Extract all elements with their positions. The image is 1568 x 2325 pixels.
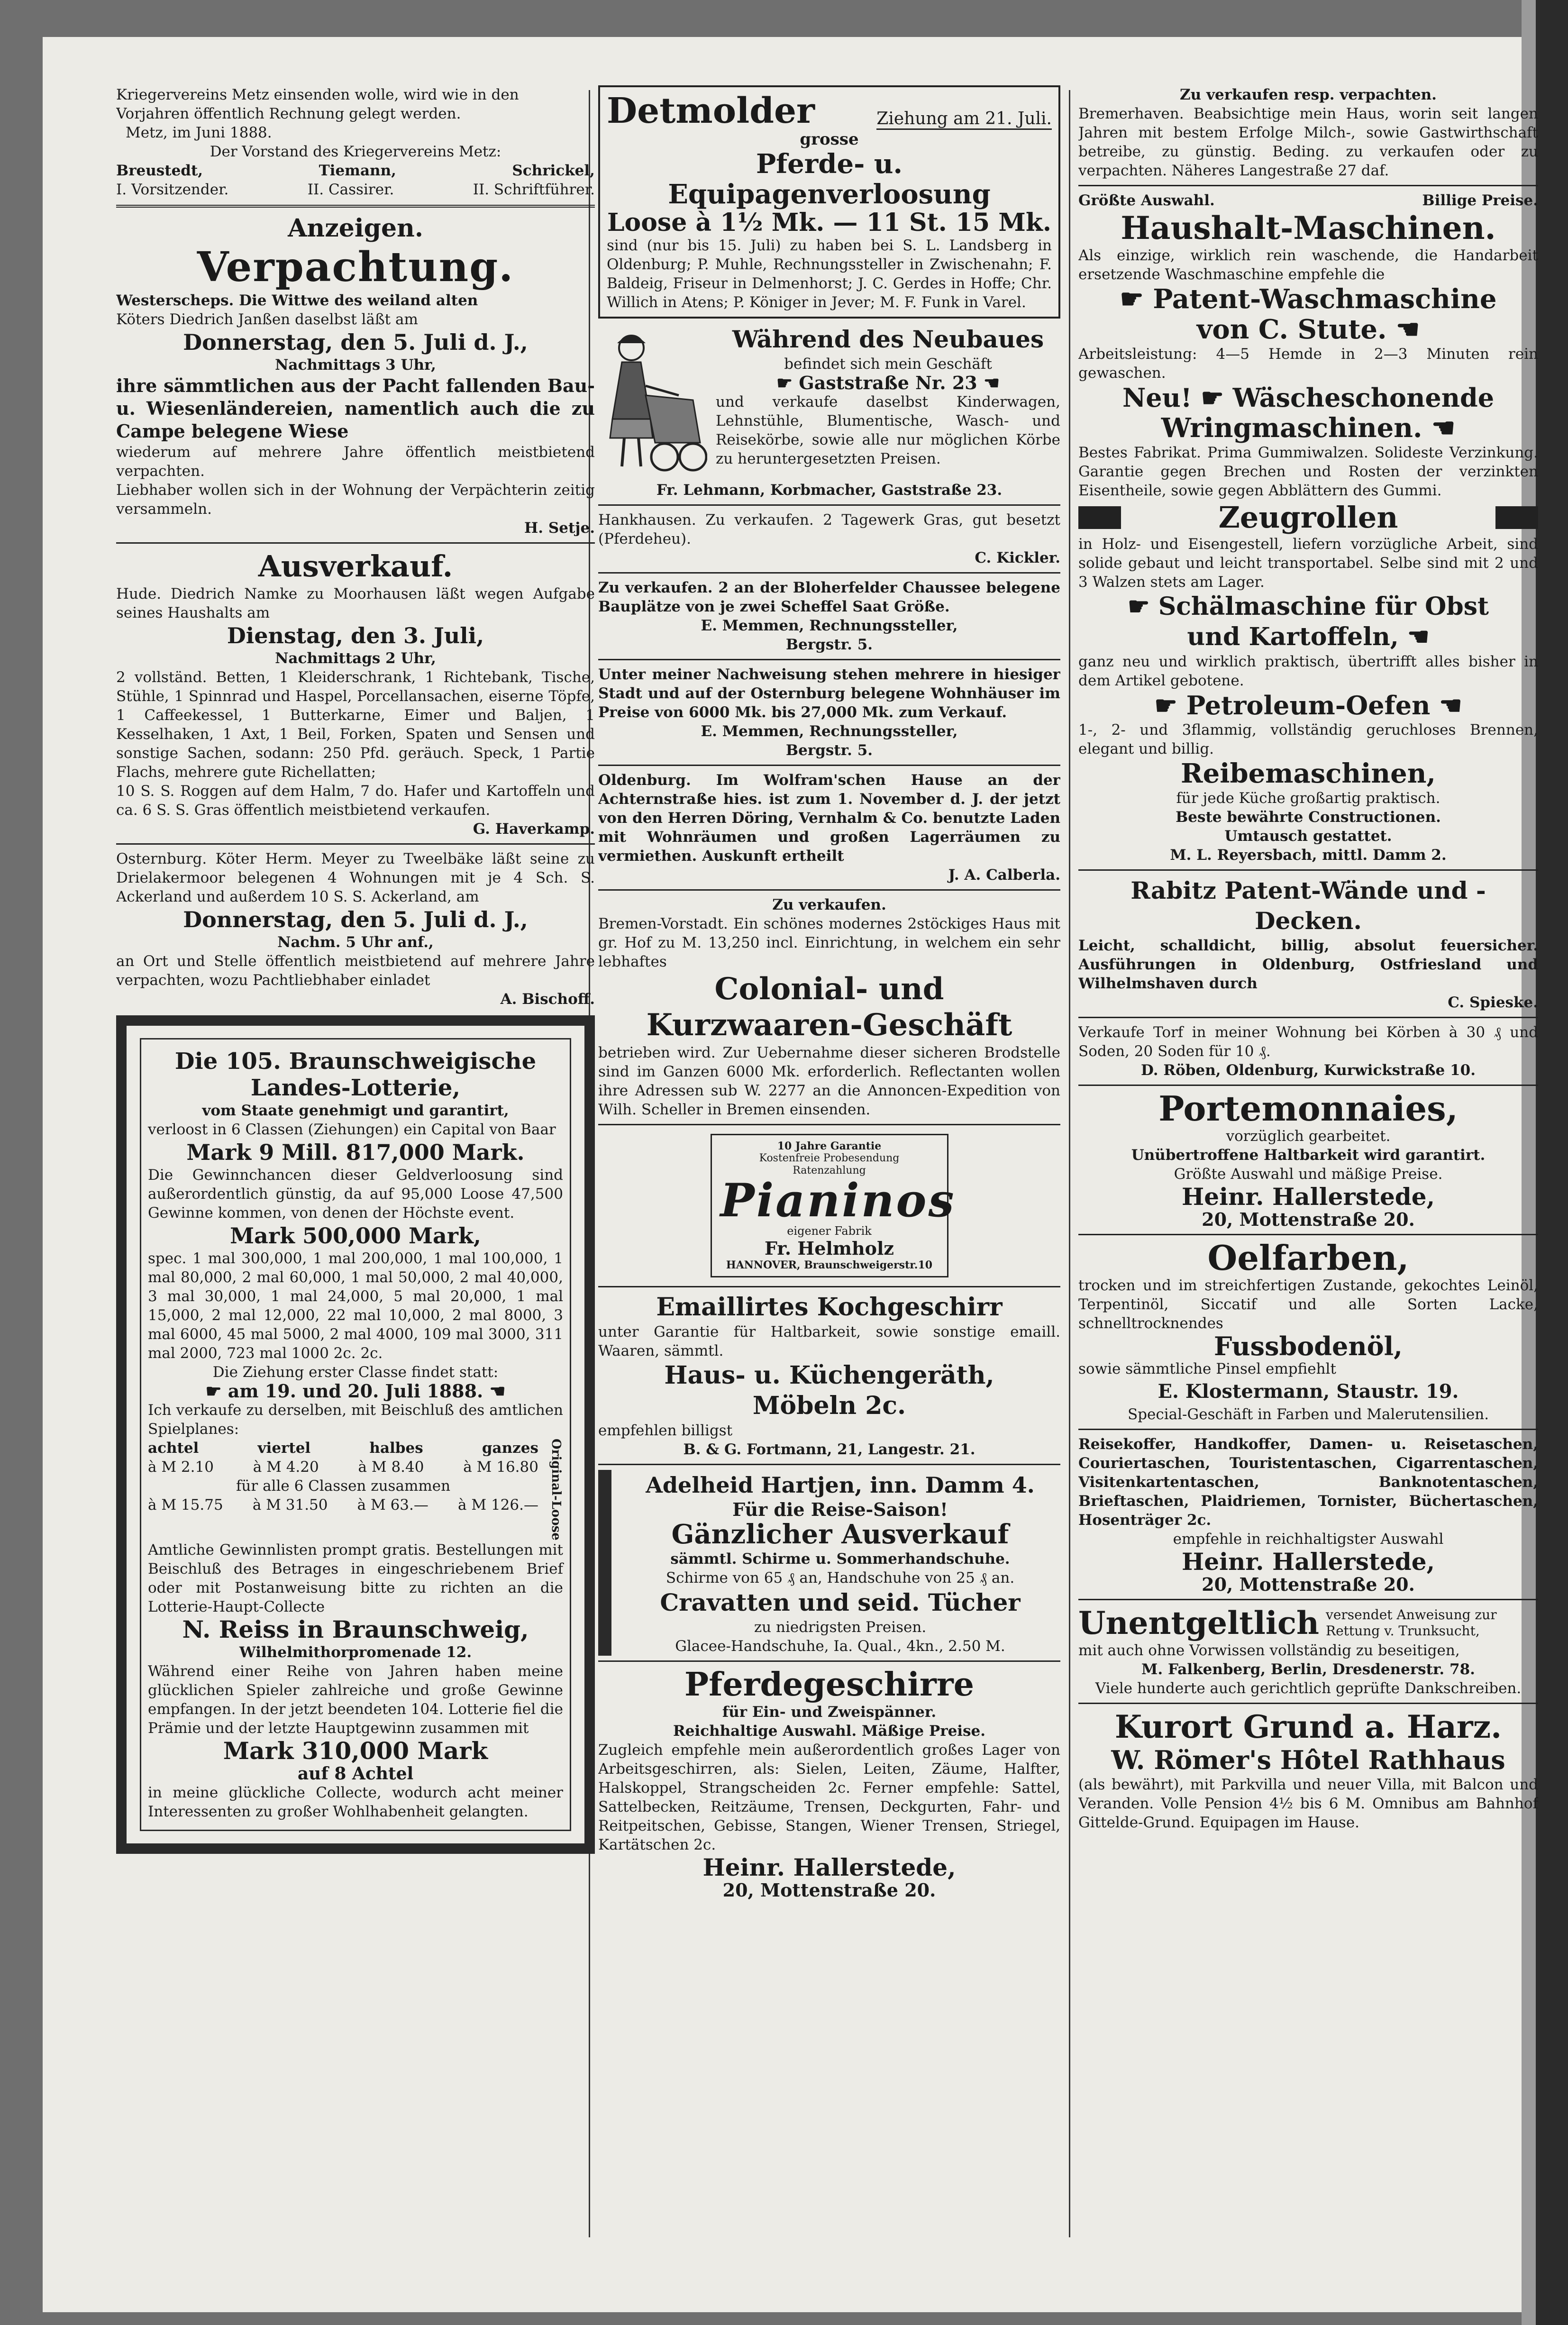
ad-text: zu niedrigsten Preisen. — [754, 1619, 927, 1636]
name: Schrickel, — [512, 162, 595, 179]
ad-subtitle: Pferde- u. Equipagenverloosung — [668, 148, 991, 210]
price-row: à M 15.75 à M 31.50 à M 63.— à M 126.— — [148, 1496, 538, 1514]
ad-text: Hude. Diedrich Namke zu Moorhausen läßt wegen Aufgabe seines Haushalts am — [116, 585, 595, 621]
ad-text: vom Staate genehmigt und garantirt, — [202, 1102, 509, 1119]
column-3 — [1078, 85, 1538, 1832]
ad-signature: E. Klostermann, Staustr. 19. — [1158, 1380, 1459, 1403]
ad-text: Beste bewährte Constructionen. — [1176, 809, 1441, 826]
ad-title: von C. Stute. ☚ — [1196, 314, 1420, 345]
ad-text: Reichhaltige Auswahl. Mäßige Preise. — [673, 1723, 986, 1740]
vorstand-line: Der Vorstand des Kriegervereins Metz: — [210, 143, 501, 160]
firm-name: Heinr. Hallerstede, — [1182, 1183, 1435, 1211]
ad-text: vorzüglich gearbeitet. — [1226, 1128, 1391, 1145]
pointing-hand-icon: ☛ — [205, 1380, 222, 1402]
ad-title: Kurort Grund a. Harz. — [1114, 1708, 1502, 1745]
ad-text: 10 S. S. Roggen auf dem Halm, 7 do. Hafer und Kartoffeln und ca. 6 S. S. Gras öffentlich meistbietend verkaufen. — [116, 783, 595, 819]
divider — [1078, 1703, 1538, 1704]
ad-text: unter Garantie für Haltbarkeit, sowie sonstige emaill. Waaren, sämmtl. — [598, 1323, 1060, 1359]
ad-signature: C. Spieske. — [1448, 994, 1538, 1011]
ad-text: befindet sich mein Geschäft — [784, 356, 992, 373]
ad-text: Special-Geschäft in Farben und Malerutensilien. — [1127, 1406, 1489, 1423]
zeugrollen-heading — [1078, 500, 1538, 535]
ad-title: Während des Neubaues — [732, 325, 1044, 353]
ad-signature: M. L. Reyersbach, mittl. Damm 2. — [1170, 847, 1447, 864]
ad-text: eigener Fabrik — [787, 1224, 872, 1238]
ad-text: Reisekoffer, Handkoffer, Damen- u. Reisetaschen, Couriertaschen, Touristentaschen, Cigarrentaschen, Visitenkartentaschen, Banknotentaschen, Brieftaschen, Plaidriemen, Tornister, Büchertaschen, Hosenträger 2c. — [1078, 1436, 1538, 1529]
ad-time: Nachmittags 3 Uhr, — [275, 356, 436, 374]
pointing-hand-icon: ☚ — [983, 372, 1000, 393]
ad-title: Kurzwaaren-Geschäft — [646, 1007, 1012, 1043]
ad-title: Neu! ☛ Wäscheschonende — [1122, 383, 1495, 413]
ad-signature: Fr. Lehmann, Korbmacher, Gaststraße 23. — [656, 482, 1003, 499]
ad-signature: D. Röben, Oldenburg, Kurwickstraße 10. — [1141, 1062, 1476, 1079]
ad-text: 10 Jahre Garantie — [777, 1140, 882, 1152]
prize-list: spec. 1 mal 300,000, 1 mal 200,000, 1 mal 100,000, 1 mal 80,000, 2 mal 60,000, 1 mal 50,000, 2 mal 40,000, 3 mal 30,000, 1 mal 24,000, 5 mal 20,000, 1 mal 15,000, 2 mal 12,000, 22 mal 10,000, 2 mal 8000, 3 mal 6000, 45 mal 5000, 2 mal 4000, 109 mal 3000, 311 mal 2000, 723 mal 1000 2c. 2c. — [148, 1250, 563, 1362]
name: Breustedt, — [116, 162, 203, 179]
ad-signature: H. Setje. — [524, 520, 595, 537]
signature-names — [116, 161, 595, 180]
ticket-price: Loose à 1½ Mk. — 11 St. 15 Mk. — [607, 208, 1051, 237]
role: II. Schriftführer. — [473, 181, 595, 198]
prize-amount: Mark 310,000 Mark — [223, 1736, 488, 1765]
ad-signature: A. Bischoff. — [500, 991, 595, 1008]
detmolder-ad — [598, 85, 1060, 319]
name: Tiemann, — [319, 162, 396, 179]
role: I. Vorsitzender. — [116, 181, 229, 198]
ad-text: Viele hunderte auch gerichtlich geprüfte Dankschreiben. — [1095, 1680, 1522, 1697]
ad-text: betrieben wird. Zur Uebernahme dieser sicheren Brodstelle sind im Ganzen 6000 Mk. erforderlich. Reflectanten wollen ihre Adressen sub W. 2277 an die Annoncen-Expedition von Wilh. Scheller in Bremen einsenden. — [598, 1044, 1060, 1118]
ad-title: ☛ Patent-Waschmaschine — [1120, 283, 1497, 315]
ad-text: Bremen-Vorstadt. Ein schönes modernes 2stöckiges Haus mit gr. Hof zu M. 13,250 incl. Einrichtung, in welchem ein sehr lebhaftes — [598, 915, 1060, 970]
ad-title: Cravatten und seid. Tücher — [660, 1588, 1021, 1616]
ad-text: sind (nur bis 15. Juli) zu haben bei S. L. Landsberg in Oldenburg; P. Muhle, Rechnungssteller in Zwischenahn; F. Baldeig, Friseur in Delmenhorst; J. C. Gerdes in Hoffe; Chr. Willich in Atens; P. Königer in Jever; M. F. Funk in Varel. — [607, 237, 1052, 311]
ad-title: Adelheid Hartjen, inn. Damm 4. — [646, 1472, 1035, 1498]
ad-header-row — [1078, 191, 1538, 210]
ad-signature: J. A. Calberla. — [948, 866, 1060, 884]
pointing-hand-icon: ☚ — [1439, 690, 1462, 720]
ad-text: wiederum auf mehrere Jahre öffentlich meistbietend verpachten. — [116, 444, 595, 480]
ad-text: (als bewährt), mit Parkvilla und neuer Villa, mit Balcon und Veranden. Volle Pension 4½ bis 6 M. Omnibus am Bahnhof Gittelde-Grund. Equipagen im Hause. — [1078, 1776, 1538, 1831]
column-2 — [598, 85, 1060, 1900]
pointing-hand-icon: ☛ — [1127, 592, 1150, 621]
ad-text: mit auch ohne Vorwissen vollständig zu beseitigen, — [1078, 1642, 1460, 1659]
ad-text: Leicht, schalldicht, billig, absolut feuersicher. Ausführungen in Oldenburg, Ostfriesland und Wilhelmshaven durch — [1078, 937, 1538, 992]
firm-name: Heinr. Hallerstede, — [1182, 1548, 1435, 1576]
original-loose-label: Original-Loose — [549, 1439, 563, 1541]
detmolder-date: Ziehung am 21. Juli. — [876, 109, 1052, 130]
lotterie-ad-frame — [116, 1015, 595, 1854]
ad-text: Die Ziehung erster Classe findet statt: — [212, 1364, 499, 1381]
ad-heading: Zu verkaufen. — [772, 896, 886, 913]
firm-address: 20, Mottenstraße 20. — [1202, 1209, 1415, 1230]
ad-text: sämmtl. Schirme u. Sommerhandschuhe. — [670, 1550, 1010, 1568]
unentgeltlich-header — [1078, 1605, 1538, 1641]
ad-title-ausverkauf: Ausverkauf. — [258, 549, 453, 584]
divider — [598, 572, 1060, 574]
ad-text: empfehle in reichhaltigster Auswahl — [1173, 1531, 1444, 1548]
ad-text: Umtausch gestattet. — [1224, 828, 1392, 845]
ad-text: Unter meiner Nachweisung stehen mehrere in hiesiger Stadt und auf der Osternburg belegene Wohnhäuser im Preise von 6000 Mk. bis 27,000 Mk. zum Verkauf. — [598, 666, 1060, 721]
ad-title: Oelfarben, — [1207, 1238, 1409, 1278]
pointing-hand-icon: ☛ — [1120, 283, 1144, 315]
ad-text: auf 8 Achtel — [297, 1763, 414, 1784]
lotterie-title: Die 105. Braunschweigische — [174, 1048, 537, 1075]
ad-time: Nachm. 5 Uhr anf., — [277, 934, 434, 951]
ad-text: Zu verkaufen. 2 an der Bloherfelder Chaussee belegene Bauplätze von je zwei Scheffel Saat Größe. — [598, 579, 1060, 615]
ad-text: für jede Küche großartig praktisch. — [1176, 790, 1440, 807]
price-table — [148, 1439, 563, 1541]
firm-address: HANNOVER, Braunschweigerstr.10 — [726, 1259, 933, 1271]
ad-title: Colonial- und — [714, 971, 944, 1007]
ad-title: ☛ Schälmaschine für Obst — [1127, 592, 1489, 621]
ad-date: Donnerstag, den 5. Juli d. J., — [183, 329, 528, 355]
detmolder-title: Detmolder — [607, 91, 815, 131]
ad-bold-text: ihre sämmtlichen aus der Pacht fallenden Bau- u. Wiesenländereien, namentlich auch die zu Campe belegene Wiese — [116, 375, 595, 442]
black-block — [1495, 506, 1538, 529]
pianos-word: Pianinos — [720, 1174, 956, 1227]
ad-text: Kostenfreie Probesendung — [759, 1152, 900, 1164]
ad-text: Westerscheps. Die Wittwe des weiland alten — [116, 292, 478, 309]
ad-text: grosse — [800, 130, 859, 149]
ad-text: Glacee-Handschuhe, Ia. Qual., 4kn., 2.50 M. — [675, 1638, 1005, 1655]
ad-text: verloost in 6 Classen (Ziehungen) ein Capital von Baar — [148, 1121, 556, 1138]
ad-text: empfehlen billigst — [598, 1422, 733, 1439]
ad-signature: C. Kickler. — [975, 549, 1060, 566]
ad-text: Ich verkaufe zu derselben, mit Beischluß des amtlichen Spielplanes: — [148, 1402, 563, 1438]
divider — [1078, 1017, 1538, 1018]
ad-text: Arbeitsleistung: 4—5 Hemde in 2—3 Minuten rein gewaschen. — [1078, 346, 1538, 382]
ad-text: 1-, 2- und 3flammig, vollständig geruchloses Brennen, elegant und billig. — [1078, 721, 1538, 757]
ad-text: Bremerhaven. Beabsichtige mein Haus, worin seit langen Jahren mit bestem Erfolge Milch-, sowie Gastwirthschaft betreibe, zu günstig. Beding. zu verkaufen oder zu verpachten. Näheres Langestraße 27 daf. — [1078, 105, 1538, 179]
ad-title: Unentgeltlich — [1078, 1605, 1320, 1641]
ad-text: trocken und im streichfertigen Zustande, gekochtes Leinöl, Terpentinöl, Siccatif und alle Sorten Lacke, schnelltrocknendes — [1078, 1277, 1538, 1332]
ad-text: Zugleich empfehle mein außerordentlich großes Lager von Arbeitsgeschirren, als: Sielen, Leiten, Zäume, Halfter, Halskoppel, Strangscheiden 2c. Ferner empfehle: Sattel, Sattelbecken, Reitzäume, Trensen, Deckgurten, Fahr- und Reitpeitschen, Gebisse, Stangen, Wiener Trensen, Striegel, Kartätschen 2c. — [598, 1741, 1060, 1853]
divider — [1078, 1085, 1538, 1086]
ad-title: Portemonnaies, — [1158, 1088, 1458, 1129]
ad-text: an Ort und Stelle öffentlich meistbietend auf mehrere Jahre verpachten, wozu Pachtliebhaber einladet — [116, 953, 595, 989]
ad-text: in meine glückliche Collecte, wodurch acht meiner Interessenten zu großer Wohlhabenheit gelangten. — [148, 1784, 563, 1820]
divider — [1078, 869, 1538, 871]
divider — [598, 1660, 1060, 1662]
divider — [1078, 1599, 1538, 1600]
ad-text: Verkaufe Torf in meiner Wohnung bei Körben à 30 ₰ und Soden, 20 Soden für 10 ₰. — [1078, 1024, 1538, 1060]
ad-text: versendet Anweisung zur Rettung v. Trunksucht, — [1326, 1607, 1497, 1639]
ad-signature: E. Memmen, Rechnungssteller, — [701, 617, 958, 634]
ad-title: ☛ Petroleum-Oefen ☚ — [1154, 690, 1462, 720]
ad-signature: G. Haverkamp. — [473, 821, 595, 838]
ad-text: Als einzige, wirklich rein waschende, die Handarbeit ersetzende Waschmaschine empfehle die — [1078, 247, 1538, 283]
ad-signature: M. Falkenberg, Berlin, Dresdenerstr. 78. — [1141, 1661, 1475, 1678]
top-prize: Mark 500,000 Mark, — [230, 1223, 481, 1249]
divider — [598, 1124, 1060, 1125]
book-spine — [1536, 0, 1568, 2325]
pointing-hand-icon: ☚ — [1396, 314, 1420, 345]
pointing-hand-icon: ☚ — [1431, 412, 1456, 444]
divider — [116, 542, 595, 544]
divider — [1078, 1234, 1538, 1235]
ad-subtitle: für Ein- und Zweispänner. — [722, 1704, 937, 1721]
ad-text: sowie sämmtliche Pinsel empfiehlt — [1078, 1360, 1336, 1377]
ad-text: ganz neu und wirklich praktisch, übertrifft alles bisher in dem Artikel gebotene. — [1078, 653, 1538, 689]
ad-text: Hankhausen. Zu verkaufen. 2 Tagewerk Gras, gut besetzt (Pferdeheu). — [598, 511, 1060, 547]
ad-text: und verkaufe daselbst Kinderwagen, Lehnstühle, Blumentische, Wasch- und Reisekörbe, sowie alle nur möglichen Körbe zu heruntergesetzten Preisen. — [716, 393, 1060, 467]
firm-name: Fr. Helmholz — [764, 1238, 894, 1259]
intro-line: Metz, im Juni 1888. — [126, 124, 272, 141]
ad-text: Größte Auswahl und mäßige Preise. — [1174, 1166, 1443, 1183]
ad-title-verpachtung: Verpachtung. — [197, 243, 514, 291]
firm-name: Heinr. Hallerstede, — [702, 1853, 956, 1881]
price-header: achtel viertel halbes ganzes — [148, 1440, 538, 1457]
ad-title: Gänzlicher Ausverkauf — [671, 1519, 1009, 1550]
ad-text: Unübertroffene Haltbarkeit wird garantirt. — [1131, 1147, 1486, 1164]
divider — [598, 765, 1060, 766]
ad-text: Liebhaber wollen sich in der Wohnung der Verpächterin zeitig versammeln. — [116, 482, 595, 518]
black-sidebar — [598, 1470, 611, 1656]
divider — [598, 504, 1060, 506]
pointing-hand-icon: ☛ — [776, 372, 793, 393]
ad-text: Ratenzahlung — [793, 1165, 866, 1176]
ad-date: Dienstag, den 3. Juli, — [227, 623, 484, 648]
pointing-hand-icon: ☛ — [1154, 690, 1177, 720]
ad-title: Reibemaschinen, — [1181, 758, 1436, 789]
price-row: à M 2.10 à M 4.20 à M 8.40 à M 16.80 — [148, 1459, 538, 1476]
ad-title: Fussbodenöl, — [1214, 1331, 1403, 1361]
ad-text: Die Gewinnchancen dieser Geldverloosung sind außerordentlich günstig, da auf 95,000 Loose 47,500 Gewinne kommen, von denen der Höchste event. — [148, 1167, 563, 1222]
ad-title: Zeugrollen — [1218, 500, 1398, 535]
divider — [116, 843, 595, 845]
pointing-hand-icon: ☛ — [1201, 383, 1224, 413]
ad-title: Pferdegeschirre — [684, 1666, 974, 1704]
section-heading: Anzeigen. — [288, 214, 423, 243]
ad-text: Größte Auswahl. — [1078, 192, 1215, 209]
signature-roles — [116, 180, 595, 199]
ad-signature: E. Memmen, Rechnungssteller, — [701, 723, 958, 740]
draw-dates: ☛ am 19. und 20. Juli 1888. ☚ — [205, 1380, 506, 1402]
pointing-hand-icon: ☚ — [489, 1380, 506, 1402]
lotterie-ad — [140, 1038, 571, 1831]
ad-title: W. Römer's Hôtel Rathhaus — [1111, 1745, 1505, 1775]
ad-title: Rabitz Patent-Wände und -Decken. — [1130, 876, 1486, 935]
lotterie-title: Landes-Lotterie, — [250, 1075, 461, 1101]
divider — [598, 1464, 1060, 1465]
child-with-pram-illustration — [598, 324, 707, 481]
ad-text: Oldenburg. Im Wolfram'schen Hause an der Achternstraße hies. ist zum 1. November d. J. der jetzt von den Herren Döring, Vernhalm & Co. benutzte Laden mit Wohnräumen und großen Lagerräumen zu vermiethen. Auskunft ertheilt — [598, 772, 1060, 865]
ad-title: Emaillirtes Kochgeschirr — [656, 1293, 1003, 1322]
divider — [598, 889, 1060, 891]
ad-title: und Kartoffeln, ☚ — [1187, 622, 1430, 651]
pointing-hand-icon: ☚ — [1407, 622, 1430, 651]
ad-title: Haus- u. Küchengeräth, — [664, 1361, 994, 1390]
column-1 — [116, 85, 595, 1854]
ad-text: Osternburg. Köter Herm. Meyer zu Tweelbäke läßt seine zu Drielakermoor belegenen 4 Wohnungen mit je 4 Sch. S. Ackerland und außerdem 10 S. S. Ackerland, am — [116, 850, 595, 905]
ad-signature: Bergstr. 5. — [785, 742, 873, 759]
divider — [1078, 1429, 1538, 1430]
ad-signature: B. & G. Fortmann, 21, Langestr. 21. — [683, 1441, 975, 1458]
ad-text: für alle 6 Classen zusammen — [236, 1477, 451, 1495]
ad-text: Schirme von 65 ₰ an, Handschuhe von 25 ₰ an. — [665, 1569, 1015, 1586]
pianos-ad — [598, 1134, 1060, 1277]
divider — [116, 205, 595, 208]
ad-address: ☛ Gaststraße Nr. 23 ☚ — [776, 372, 1000, 393]
ad-text: in Holz- und Eisengestell, liefern vorzügliche Arbeit, sind solide gebaut und leicht transportabel. Selbe sind mit 2 und 3 Walzen stets am Lager. — [1078, 536, 1538, 591]
black-block — [1078, 506, 1121, 529]
ad-subtitle: Für die Reise-Saison! — [732, 1499, 948, 1520]
capital-amount: Mark 9 Mill. 817,000 Mark. — [186, 1140, 525, 1165]
ad-signature: Bergstr. 5. — [785, 636, 873, 653]
neubau-ad — [598, 324, 1060, 481]
ad-text: Während einer Reihe von Jahren haben meine glücklichen Spieler zahlreiche und große Gewinne empfangen. In der jetzt beendeten 104. Lotterie fiel die Prämie und der letzte Hauptgewinn zusammen mit — [148, 1662, 563, 1737]
firm-name: N. Reiss in Braunschweig, — [182, 1615, 529, 1643]
ad-heading: Zu verkaufen resp. verpachten. — [1180, 86, 1437, 103]
ad-time: Nachmittags 2 Uhr, — [275, 650, 436, 667]
ad-title: Möbeln 2c. — [752, 1391, 906, 1420]
hartjen-ad — [598, 1470, 1060, 1656]
column-rule-2 — [1069, 90, 1070, 2237]
ad-title: Wringmaschinen. ☚ — [1161, 412, 1456, 444]
ad-text: Amtliche Gewinnlisten prompt gratis. Bestellungen mit Beischluß des Betrages in eingeschriebenem Brief oder mit Postanweisung bitte zu richten an die Lotterie-Haupt-Collecte — [148, 1541, 563, 1615]
divider — [598, 1286, 1060, 1287]
role: II. Cassirer. — [307, 181, 394, 198]
divider — [1078, 185, 1538, 186]
pianos-logo — [711, 1134, 956, 1277]
intro-line: Kriegervereins Metz einsenden wolle, wird wie in den — [116, 86, 519, 103]
divider — [598, 659, 1060, 660]
ad-title: Haushalt-Maschinen. — [1121, 210, 1496, 246]
intro-line: Vorjahren öffentlich Rechnung gelegt werden. — [116, 105, 461, 122]
ad-text: 2 vollständ. Betten, 1 Kleiderschrank, 1 Richtebank, Tische, Stühle, 1 Spinnrad und Haspel, Porcellansachen, eiserne Töpfe, 1 Caffeekessel, 1 Butterkarne, Eimer und Baljen, 1 Kesselhaken, 1 Axt, 1 Beil, Forken, Spaten und Sensen und sonstige Sachen, sodann: 250 Pfd. geräuch. Speck, 1 Partie Flachs, mehrere gute Richellatten; — [116, 669, 595, 781]
firm-address: Wilhelmithorpromenade 12. — [239, 1643, 472, 1661]
ad-text: Billige Preise. — [1422, 192, 1538, 209]
ad-text: Bestes Fabrikat. Prima Gummiwalzen. Solideste Verzinkung. Garantie gegen Brechen und Rosten der verzinkten Eisentheile, sowie gegen Abblättern des Gummi. — [1078, 444, 1538, 499]
ad-date: Donnerstag, den 5. Juli d. J., — [183, 907, 528, 932]
firm-address: 20, Mottenstraße 20. — [722, 1879, 936, 1900]
firm-address: 20, Mottenstraße 20. — [1202, 1574, 1415, 1595]
ad-text: Köters Diedrich Janßen daselbst läßt am — [116, 311, 418, 328]
